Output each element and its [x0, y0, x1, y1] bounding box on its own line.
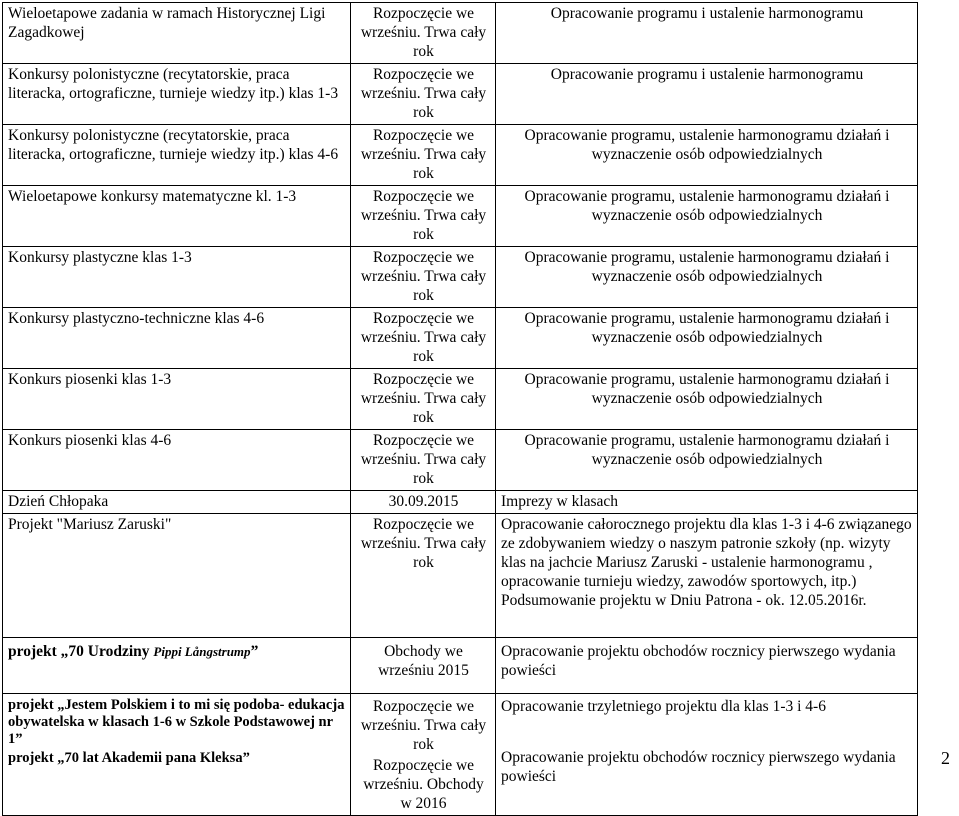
activity-text: projekt „Jestem Polskiem i to mi się podoba- edukacja obywatelska w klasach 1-6 w Szkole Podstawowej nr 1” — [8, 697, 345, 747]
table-row — [3, 186, 918, 247]
activity-cell: Projekt "Mariusz Zaruski" — [3, 514, 351, 638]
activity-cell: Wieloetapowe konkursy matematyczne kl. 1-3 — [3, 186, 351, 247]
time-cell: Rozpoczęcie we wrześniu. Trwa cały rok — [351, 125, 496, 186]
time-cell: Rozpoczęcie we wrześniu. Trwa cały rok — [351, 3, 496, 64]
time-cell: Rozpoczęcie we wrześniu. Trwa cały rok — [351, 308, 496, 369]
time-cell: Rozpoczęcie we wrześniu. Trwa cały rok — [351, 247, 496, 308]
task-cell: Opracowanie programu, ustalenie harmonogramu działań i wyznaczenie osób odpowiedzialnych — [496, 247, 918, 308]
time-cell — [351, 694, 496, 816]
activity-cell: Konkursy polonistyczne (recytatorskie, praca literacka, ortograficzne, turnieje wiedzy itp.) klas 4-6 — [3, 125, 351, 186]
task-text-2: Opracowanie projektu obchodów rocznicy pierwszego wydania powieści — [501, 749, 896, 785]
activity-cell: Konkursy plastyczne klas 1-3 — [3, 247, 351, 308]
time-cell: 30.09.2015 — [351, 491, 496, 514]
table-row — [3, 125, 918, 186]
task-cell — [496, 514, 918, 638]
task-cell: Opracowanie programu, ustalenie harmonogramu działań i wyznaczenie osób odpowiedzialnych — [496, 186, 918, 247]
activity-plan-table — [2, 2, 918, 816]
activity-cell: Konkurs piosenki klas 1-3 — [3, 369, 351, 430]
table-row — [3, 491, 918, 514]
time-cell: Obchody we wrześniu 2015 — [351, 638, 496, 694]
page-number: 2 — [941, 748, 950, 768]
task-cell: Opracowanie programu i ustalenie harmonogramu — [496, 3, 918, 64]
book-title: Pippi Långstrump — [153, 644, 251, 659]
time-cell: Rozpoczęcie we wrześniu. Trwa cały rok — [351, 64, 496, 125]
table-row — [3, 308, 918, 369]
task-cell: Opracowanie programu, ustalenie harmonogramu działań i wyznaczenie osób odpowiedzialnych — [496, 308, 918, 369]
task-text: Opracowanie trzyletniego projektu dla klas 1-3 i 4-6 — [501, 698, 826, 715]
activity-cell: Konkursy plastyczno-techniczne klas 4-6 — [3, 308, 351, 369]
activity-text-2: projekt „70 lat Akademii pana Kleksa” — [8, 750, 250, 766]
table-row — [3, 247, 918, 308]
task-summary: Podsumowanie projektu w Dniu Patrona - ok. 12.05.2016r. — [501, 592, 867, 609]
activity-cell: Konkurs piosenki klas 4-6 — [3, 430, 351, 491]
task-cell: Imprezy w klasach — [496, 491, 918, 514]
time-text: Rozpoczęcie we wrześniu. Trwa cały rok — [360, 698, 487, 753]
activity-cell: Wieloetapowe zadania w ramach Historycznej Ligi Zagadkowej — [3, 3, 351, 64]
table-row — [3, 694, 918, 816]
table-row — [3, 369, 918, 430]
table-row — [3, 430, 918, 491]
task-cell: Opracowanie projektu obchodów rocznicy pierwszego wydania powieści — [496, 638, 918, 694]
task-text: Opracowanie całorocznego projektu dla klas 1-3 i 4-6 związanego ze zdobywaniem wiedzy o naszym patronie szkoły (np. wizyty klas na jachcie Mariusz Zaruski - ustalenie harmonogramu , opracowanie turnieju wiedzy, zawodów sportowych, itp.) — [501, 516, 912, 590]
activity-cell — [3, 638, 351, 694]
time-cell: Rozpoczęcie we wrześniu. Trwa cały rok — [351, 369, 496, 430]
task-cell: Opracowanie programu i ustalenie harmonogramu — [496, 64, 918, 125]
task-cell: Opracowanie programu, ustalenie harmonogramu działań i wyznaczenie osób odpowiedzialnych — [496, 430, 918, 491]
activity-prefix: projekt „70 Urodziny — [8, 643, 154, 660]
activity-cell: Dzień Chłopaka — [3, 491, 351, 514]
task-cell: Opracowanie programu, ustalenie harmonogramu działań i wyznaczenie osób odpowiedzialnych — [496, 369, 918, 430]
activity-suffix: ” — [250, 643, 259, 660]
time-text-2: Rozpoczęcie we wrześniu. Obchody w 2016 — [363, 757, 484, 812]
activity-cell — [3, 694, 351, 816]
table-row — [3, 638, 918, 694]
activity-cell: Konkursy polonistyczne (recytatorskie, praca literacka, ortograficzne, turnieje wiedzy itp.) klas 1-3 — [3, 64, 351, 125]
task-cell — [496, 694, 918, 816]
time-cell: Rozpoczęcie we wrześniu. Trwa cały rok — [351, 430, 496, 491]
task-cell: Opracowanie programu, ustalenie harmonogramu działań i wyznaczenie osób odpowiedzialnych — [496, 125, 918, 186]
time-cell: Rozpoczęcie we wrześniu. Trwa cały rok — [351, 514, 496, 638]
time-cell: Rozpoczęcie we wrześniu. Trwa cały rok — [351, 186, 496, 247]
table-row — [3, 3, 918, 64]
table-row — [3, 514, 918, 638]
table-row — [3, 64, 918, 125]
